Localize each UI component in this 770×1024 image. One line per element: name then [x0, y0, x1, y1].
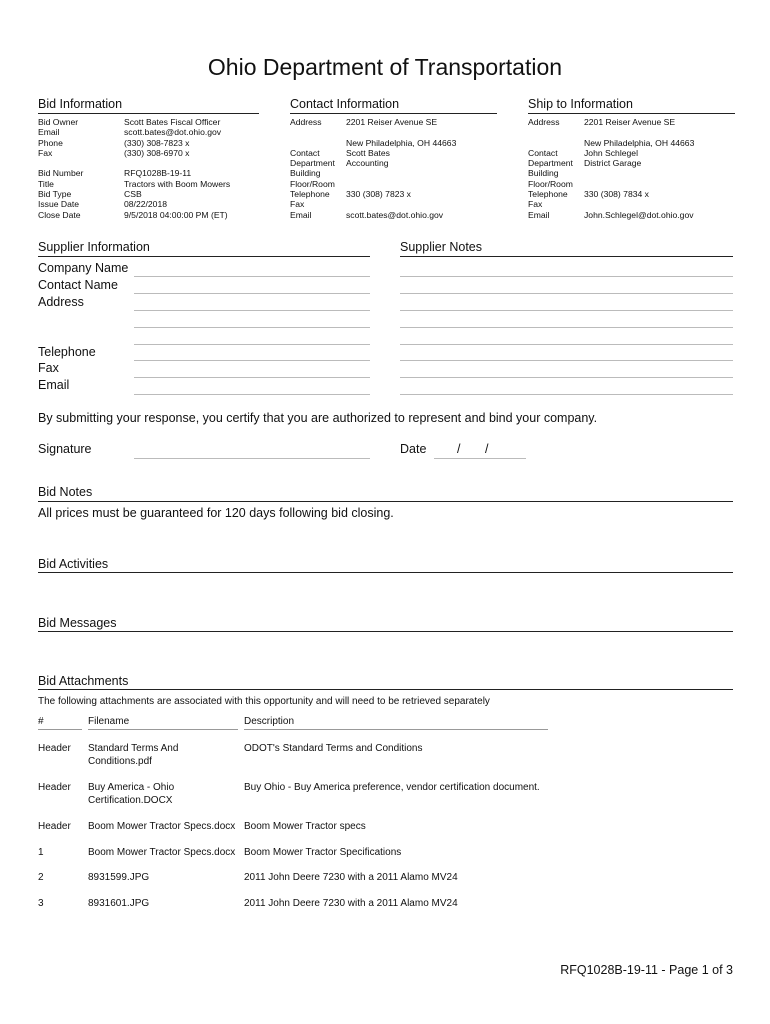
supplier-notes-line-2[interactable] — [400, 293, 733, 294]
address-field-line-1[interactable] — [134, 310, 370, 311]
telephone-field[interactable] — [134, 360, 370, 361]
bid-phone-value: (330) 308-7823 x — [124, 137, 190, 148]
contact-building-value — [346, 168, 496, 178]
attachment-row-4-num: 1 — [38, 847, 44, 858]
bid-email-value: scott.bates@dot.ohio.gov — [124, 127, 222, 138]
contact-department-label: Department — [290, 158, 335, 169]
supplier-information-rule — [38, 256, 370, 257]
bid-number-value: RFQ1028B-19-11 — [124, 168, 192, 179]
supplier-notes-rule — [400, 256, 733, 257]
bid-attachments-rule — [38, 689, 733, 690]
contact-name-label: Contact Name — [38, 278, 118, 292]
attachment-row-2-filename[interactable]: Buy America - Ohio Certification.DOCX — [88, 782, 175, 806]
bid-attachments-heading: Bid Attachments — [38, 674, 129, 688]
ship-info-values — [584, 117, 734, 220]
attachment-row-3-description: Boom Mower Tractor specs — [244, 821, 366, 832]
supplier-notes-line-5[interactable] — [400, 344, 733, 345]
attachment-row-6-filename[interactable]: 8931601.JPG — [88, 898, 150, 909]
date-separator-1: / — [457, 442, 461, 456]
attachment-row-3-num: Header — [38, 821, 71, 832]
bid-activities-rule — [38, 572, 733, 573]
ship-to-information-rule — [528, 113, 735, 114]
contact-address-label: Address — [290, 117, 322, 127]
signature-field[interactable] — [134, 458, 370, 459]
ship-telephone-value: 330 (308) 7834 x — [584, 189, 649, 200]
ship-department-value: District Garage — [584, 158, 642, 169]
ship-city-value: New Philadelphia, OH 44663 — [584, 137, 695, 148]
contact-email-label: Email — [290, 209, 312, 220]
attachment-row-5-num: 2 — [38, 872, 44, 883]
contact-information-heading: Contact Information — [290, 97, 400, 111]
contact-contact-value: Scott Bates — [346, 147, 390, 158]
supplier-notes-line-4[interactable] — [400, 327, 733, 328]
contact-fax-label: Fax — [290, 199, 305, 210]
bid-messages-rule — [38, 631, 733, 632]
company-name-label: Company Name — [38, 261, 129, 275]
attachments-intro: The following attachments are associated with this opportunity and will need to be retrieved separately — [38, 696, 490, 707]
ship-contact-label: Contact — [528, 147, 558, 158]
contact-building-label: Building — [290, 168, 321, 179]
close-date-value: 9/5/2018 04:00:00 PM (ET) — [124, 209, 228, 220]
bid-fax-label: Fax — [38, 147, 53, 158]
attachment-row-2-num: Header — [38, 782, 71, 793]
bid-spacer — [38, 158, 123, 168]
ship-building-value — [584, 168, 734, 178]
attachment-row-1-filename[interactable]: Standard Terms And Conditions.pdf — [88, 743, 179, 767]
attachment-row-4-description: Boom Mower Tractor Specifications — [244, 847, 402, 858]
bid-type-value: CSB — [124, 189, 142, 200]
close-date-label: Close Date — [38, 209, 81, 220]
ship-fax-label: Fax — [528, 199, 543, 210]
ship-row-2-label — [528, 138, 583, 148]
supplier-notes-line-1[interactable] — [400, 276, 733, 277]
bid-messages-heading: Bid Messages — [38, 616, 117, 630]
address-label: Address — [38, 295, 84, 309]
bid-information-heading: Bid Information — [38, 97, 123, 111]
bid-notes-rule — [38, 501, 733, 502]
ship-to-information-heading: Ship to Information — [528, 97, 633, 111]
ship-fax-value — [584, 199, 734, 209]
address-field-line-3[interactable] — [134, 344, 370, 345]
bid-owner-value: Scott Bates Fiscal Officer — [124, 117, 221, 127]
ship-row-1-label — [528, 127, 583, 137]
supplier-notes-line-8[interactable] — [400, 394, 733, 395]
ship-floor-label: Floor/Room — [528, 178, 573, 189]
bid-notes-text: All prices must be guaranteed for 120 days following bid closing. — [38, 506, 394, 520]
address-field-line-2[interactable] — [134, 327, 370, 328]
company-name-field[interactable] — [134, 276, 370, 277]
attachment-row-3-filename[interactable]: Boom Mower Tractor Specs.docx — [88, 821, 236, 832]
col-description-header: Description — [244, 716, 295, 727]
supplier-notes-line-6[interactable] — [400, 360, 733, 361]
contact-floor-label: Floor/Room — [290, 178, 335, 189]
contact-address-value: 2201 Reiser Avenue SE — [346, 117, 438, 127]
ship-contact-value: John Schlegel — [584, 147, 638, 158]
ship-building-label: Building — [528, 168, 559, 179]
bid-phone-label: Phone — [38, 137, 63, 148]
ship-row-1-value — [584, 127, 734, 137]
bid-spacer-value — [124, 158, 264, 168]
ship-email-value: John.Schlegel@dot.ohio.gov — [584, 209, 694, 220]
col-number-rule — [38, 729, 82, 730]
supplier-notes-line-7[interactable] — [400, 377, 733, 378]
col-number-header: # — [38, 716, 44, 727]
supplier-notes-line-3[interactable] — [400, 310, 733, 311]
attachment-row-1-num: Header — [38, 743, 71, 754]
contact-department-value: Accounting — [346, 158, 389, 169]
bid-title-value: Tractors with Boom Mowers — [124, 178, 231, 189]
attachment-row-5-filename[interactable]: 8931599.JPG — [88, 872, 150, 883]
date-separator-2: / — [485, 442, 489, 456]
contact-telephone-value: 330 (308) 7823 x — [346, 189, 411, 200]
ship-info-labels — [528, 117, 583, 220]
col-description-rule — [244, 729, 548, 730]
bid-info-values — [124, 117, 264, 220]
issue-date-label: Issue Date — [38, 199, 80, 210]
page-footer: RFQ1028B-19-11 - Page 1 of 3 — [560, 963, 733, 977]
attachment-row-1-description: ODOT's Standard Terms and Conditions — [244, 743, 423, 754]
contact-fax-value — [346, 199, 496, 209]
bid-fax-value: (330) 308-6970 x — [124, 147, 190, 158]
contact-row-1-value — [346, 127, 496, 137]
contact-information-rule — [290, 113, 497, 114]
email-field[interactable] — [134, 394, 370, 395]
contact-contact-label: Contact — [290, 147, 320, 158]
fax-field[interactable] — [134, 377, 370, 378]
bid-title-label: Title — [38, 178, 54, 189]
page-title: Ohio Department of Transportation — [207, 54, 563, 80]
supplier-notes-heading: Supplier Notes — [400, 240, 482, 254]
attachment-row-6-num: 3 — [38, 898, 44, 909]
bid-activities-heading: Bid Activities — [38, 557, 109, 571]
bid-notes-heading: Bid Notes — [38, 485, 93, 499]
signature-label: Signature — [38, 442, 92, 456]
ship-floor-value — [584, 179, 734, 189]
issue-date-value: 08/22/2018 — [124, 199, 168, 210]
col-filename-rule — [88, 729, 238, 730]
fax-label: Fax — [38, 361, 59, 375]
contact-email-value: scott.bates@dot.ohio.gov — [346, 209, 444, 220]
supplier-information-heading: Supplier Information — [38, 240, 150, 254]
bid-number-label: Bid Number — [38, 168, 84, 179]
bid-owner-label: Bid Owner — [38, 117, 79, 127]
email-label: Email — [38, 378, 70, 392]
attachment-row-6-description: 2011 John Deere 7230 with a 2011 Alamo MV24 — [244, 898, 458, 909]
attachment-row-5-description: 2011 John Deere 7230 with a 2011 Alamo MV24 — [244, 872, 458, 883]
contact-floor-value — [346, 179, 496, 189]
ship-address-label: Address — [528, 117, 560, 127]
ship-telephone-label: Telephone — [528, 189, 568, 200]
contact-row-1-label — [290, 127, 345, 137]
contact-city-value: New Philadelphia, OH 44663 — [346, 137, 457, 148]
bid-information-rule — [38, 113, 259, 114]
certify-statement: By submitting your response, you certify that you are authorized to represent and bind your company. — [38, 411, 598, 425]
contact-name-field[interactable] — [134, 293, 370, 294]
ship-email-label: Email — [528, 209, 550, 220]
date-field[interactable] — [434, 458, 526, 459]
contact-info-values — [346, 117, 496, 220]
attachment-row-2-description: Buy Ohio - Buy America preference, vendor certification document. — [244, 782, 540, 793]
bid-email-label: Email — [38, 127, 60, 138]
ship-address-value: 2201 Reiser Avenue SE — [584, 117, 676, 127]
bid-type-label: Bid Type — [38, 189, 72, 200]
date-label: Date — [400, 442, 427, 456]
attachment-row-4-filename[interactable]: Boom Mower Tractor Specs.docx — [88, 847, 236, 858]
telephone-label: Telephone — [38, 345, 96, 359]
col-filename-header: Filename — [88, 716, 130, 727]
contact-row-2-label — [290, 138, 345, 148]
contact-info-labels — [290, 117, 345, 220]
ship-department-label: Department — [528, 158, 573, 169]
bid-info-labels — [38, 117, 123, 220]
contact-telephone-label: Telephone — [290, 189, 330, 200]
